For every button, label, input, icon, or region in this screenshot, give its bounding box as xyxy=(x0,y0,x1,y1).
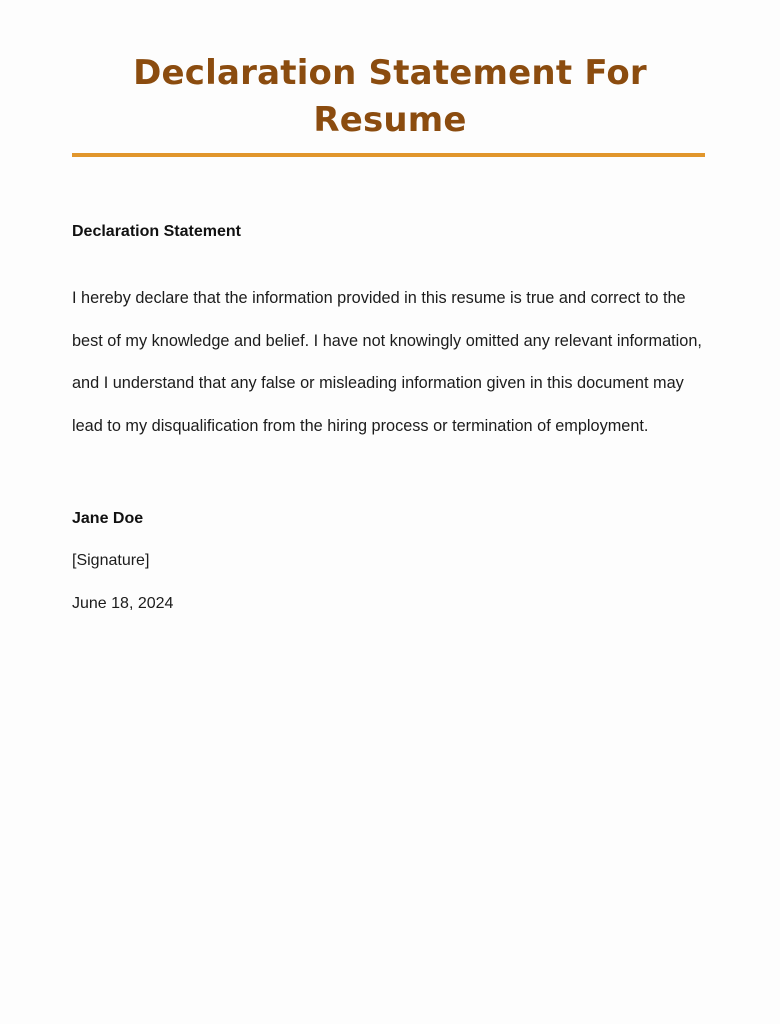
signature-date: June 18, 2024 xyxy=(72,595,174,612)
title-divider xyxy=(72,153,705,157)
signer-name: Jane Doe xyxy=(72,510,144,527)
section-heading: Declaration Statement xyxy=(72,223,241,240)
declaration-paragraph: I hereby declare that the information provided in this resume is true and correct to the best of my knowledge and belief. I have not knowingly omitted any relevant information, and I understand that any false or misleading information given in this document may lead to my disqualification from the hiring process or termination of employment. xyxy=(72,289,702,435)
document-title: Declaration Statement For Resume xyxy=(133,53,647,140)
signature-placeholder: [Signature] xyxy=(72,552,150,569)
